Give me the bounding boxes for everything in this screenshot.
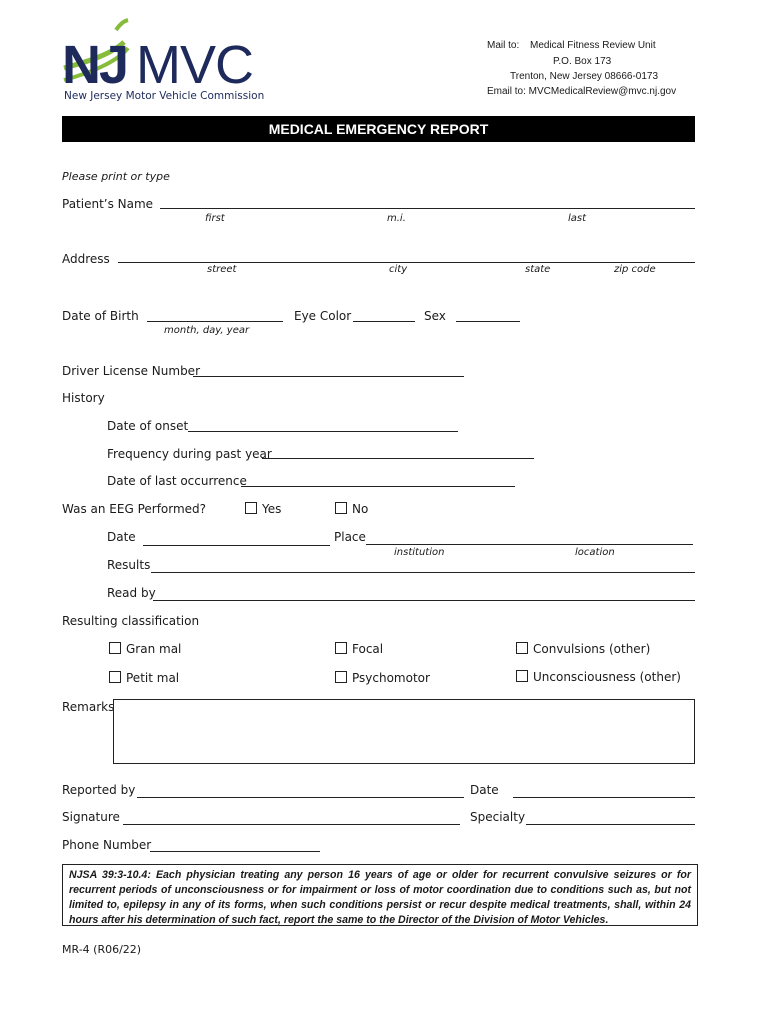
logo-subtitle: New Jersey Motor Vehicle Commission [64,90,265,102]
dob-hint: month, day, year [164,325,250,336]
mail-to-label: Mail to: [487,40,520,51]
eeg-place-label: Place [334,530,366,544]
signature-field[interactable] [123,824,460,825]
reported-by-field[interactable] [137,797,464,798]
results-label: Results [107,558,151,572]
results-field[interactable] [151,572,695,573]
checkbox-icon [109,642,121,654]
onset-label: Date of onset [107,419,189,433]
dob-label: Date of Birth [62,309,139,323]
classification-label: Resulting classification [62,614,200,628]
sex-label: Sex [424,309,446,323]
mail-city: Trenton, New Jersey 08666-0173 [510,71,659,82]
logo-nj-letters: NJ [62,35,128,95]
history-label: History [62,391,105,405]
gran-mal-label: Gran mal [126,642,182,656]
patient-name-field[interactable] [160,208,695,209]
statute-citation: NJSA 39:3-10.4: [69,869,151,881]
place-location-hint: location [575,547,615,558]
checkbox-icon [516,642,528,654]
petit-mal-checkbox[interactable] [109,671,179,685]
report-date-label: Date [470,783,499,797]
specialty-label: Specialty [470,810,526,824]
eeg-yes-label: Yes [262,502,282,516]
frequency-field[interactable] [262,458,534,459]
license-label: Driver License Number [62,364,200,378]
onset-field[interactable] [188,431,458,432]
title-bar [62,116,695,142]
petit-mal-label: Petit mal [126,671,180,685]
addr-city-hint: city [389,264,408,275]
page-title: MEDICAL EMERGENCY REPORT [268,121,489,137]
eye-color-label: Eye Color [294,309,352,323]
psychomotor-checkbox[interactable] [335,671,430,685]
convulsions-other-checkbox[interactable] [516,642,650,656]
sex-field[interactable] [456,321,520,322]
name-mi-hint: m.i. [387,213,406,224]
eeg-label: Was an EEG Performed? [62,502,207,516]
eye-color-field[interactable] [353,321,415,322]
statute-box [62,864,698,926]
eeg-no-label: No [352,502,369,516]
frequency-label: Frequency during past year [107,447,272,461]
instruction-text: Please print or type [62,170,170,183]
mail-email: Email to: MVCMedicalReview@mvc.nj.gov [487,86,677,97]
read-by-field[interactable] [153,600,695,601]
statute-text: Each physician treating any person 16 years of age or older for recurrent convulsive seizures or for recurrent periods of unconsciousness or for impairment or loss of motor coordination due to conditions such as, but not limited to, epilepsy in any of its forms, when such conditions persist or recur despite medical treatments, shall, within 24 hours after his determination of such fact, report the same to the Director of the Division of Motor Vehicles. [69,869,692,926]
last-occurrence-label: Date of last occurrence [107,474,247,488]
patient-name-label: Patient’s Name [62,197,154,211]
read-by-label: Read by [107,586,156,600]
gran-mal-checkbox[interactable] [109,642,181,656]
address-label: Address [62,252,110,266]
convulsions-other-label: Convulsions (other) [533,642,651,656]
focal-checkbox[interactable] [335,642,383,656]
unconsciousness-other-label: Unconsciousness (other) [533,670,681,684]
eeg-date-field[interactable] [143,545,330,546]
reported-by-label: Reported by [62,783,136,797]
phone-label: Phone Number [62,838,152,852]
mail-po-box: P.O. Box 173 [553,56,612,67]
name-last-hint: last [568,213,587,224]
last-occurrence-field[interactable] [241,486,515,487]
nj-mvc-logo [62,18,265,104]
checkbox-icon [335,502,347,514]
remarks-textarea[interactable] [113,699,695,764]
license-field[interactable] [193,376,464,377]
remarks-label: Remarks [62,700,115,714]
addr-state-hint: state [525,264,551,275]
unconsciousness-other-checkbox[interactable] [516,670,681,684]
dob-field[interactable] [147,321,283,322]
address-field[interactable] [118,262,695,263]
signature-label: Signature [62,810,120,824]
addr-street-hint: street [207,264,237,275]
psychomotor-label: Psychomotor [352,671,430,685]
eeg-no-checkbox[interactable] [335,502,368,516]
eeg-date-label: Date [107,530,136,544]
eeg-place-field[interactable] [366,544,693,545]
checkbox-icon [245,502,257,514]
specialty-field[interactable] [526,824,695,825]
phone-field[interactable] [150,851,320,852]
mail-unit: Medical Fitness Review Unit [530,40,656,51]
eeg-yes-checkbox[interactable] [245,502,281,516]
checkbox-icon [335,642,347,654]
form-number: MR-4 (R06/22) [62,943,142,956]
addr-zip-hint: zip code [614,264,656,275]
checkbox-icon [109,671,121,683]
report-date-field[interactable] [513,797,695,798]
checkbox-icon [516,670,528,682]
logo-mvc-letters: MVC [136,35,253,95]
place-institution-hint: institution [394,547,445,558]
checkbox-icon [335,671,347,683]
focal-label: Focal [352,642,384,656]
name-first-hint: first [205,213,225,224]
